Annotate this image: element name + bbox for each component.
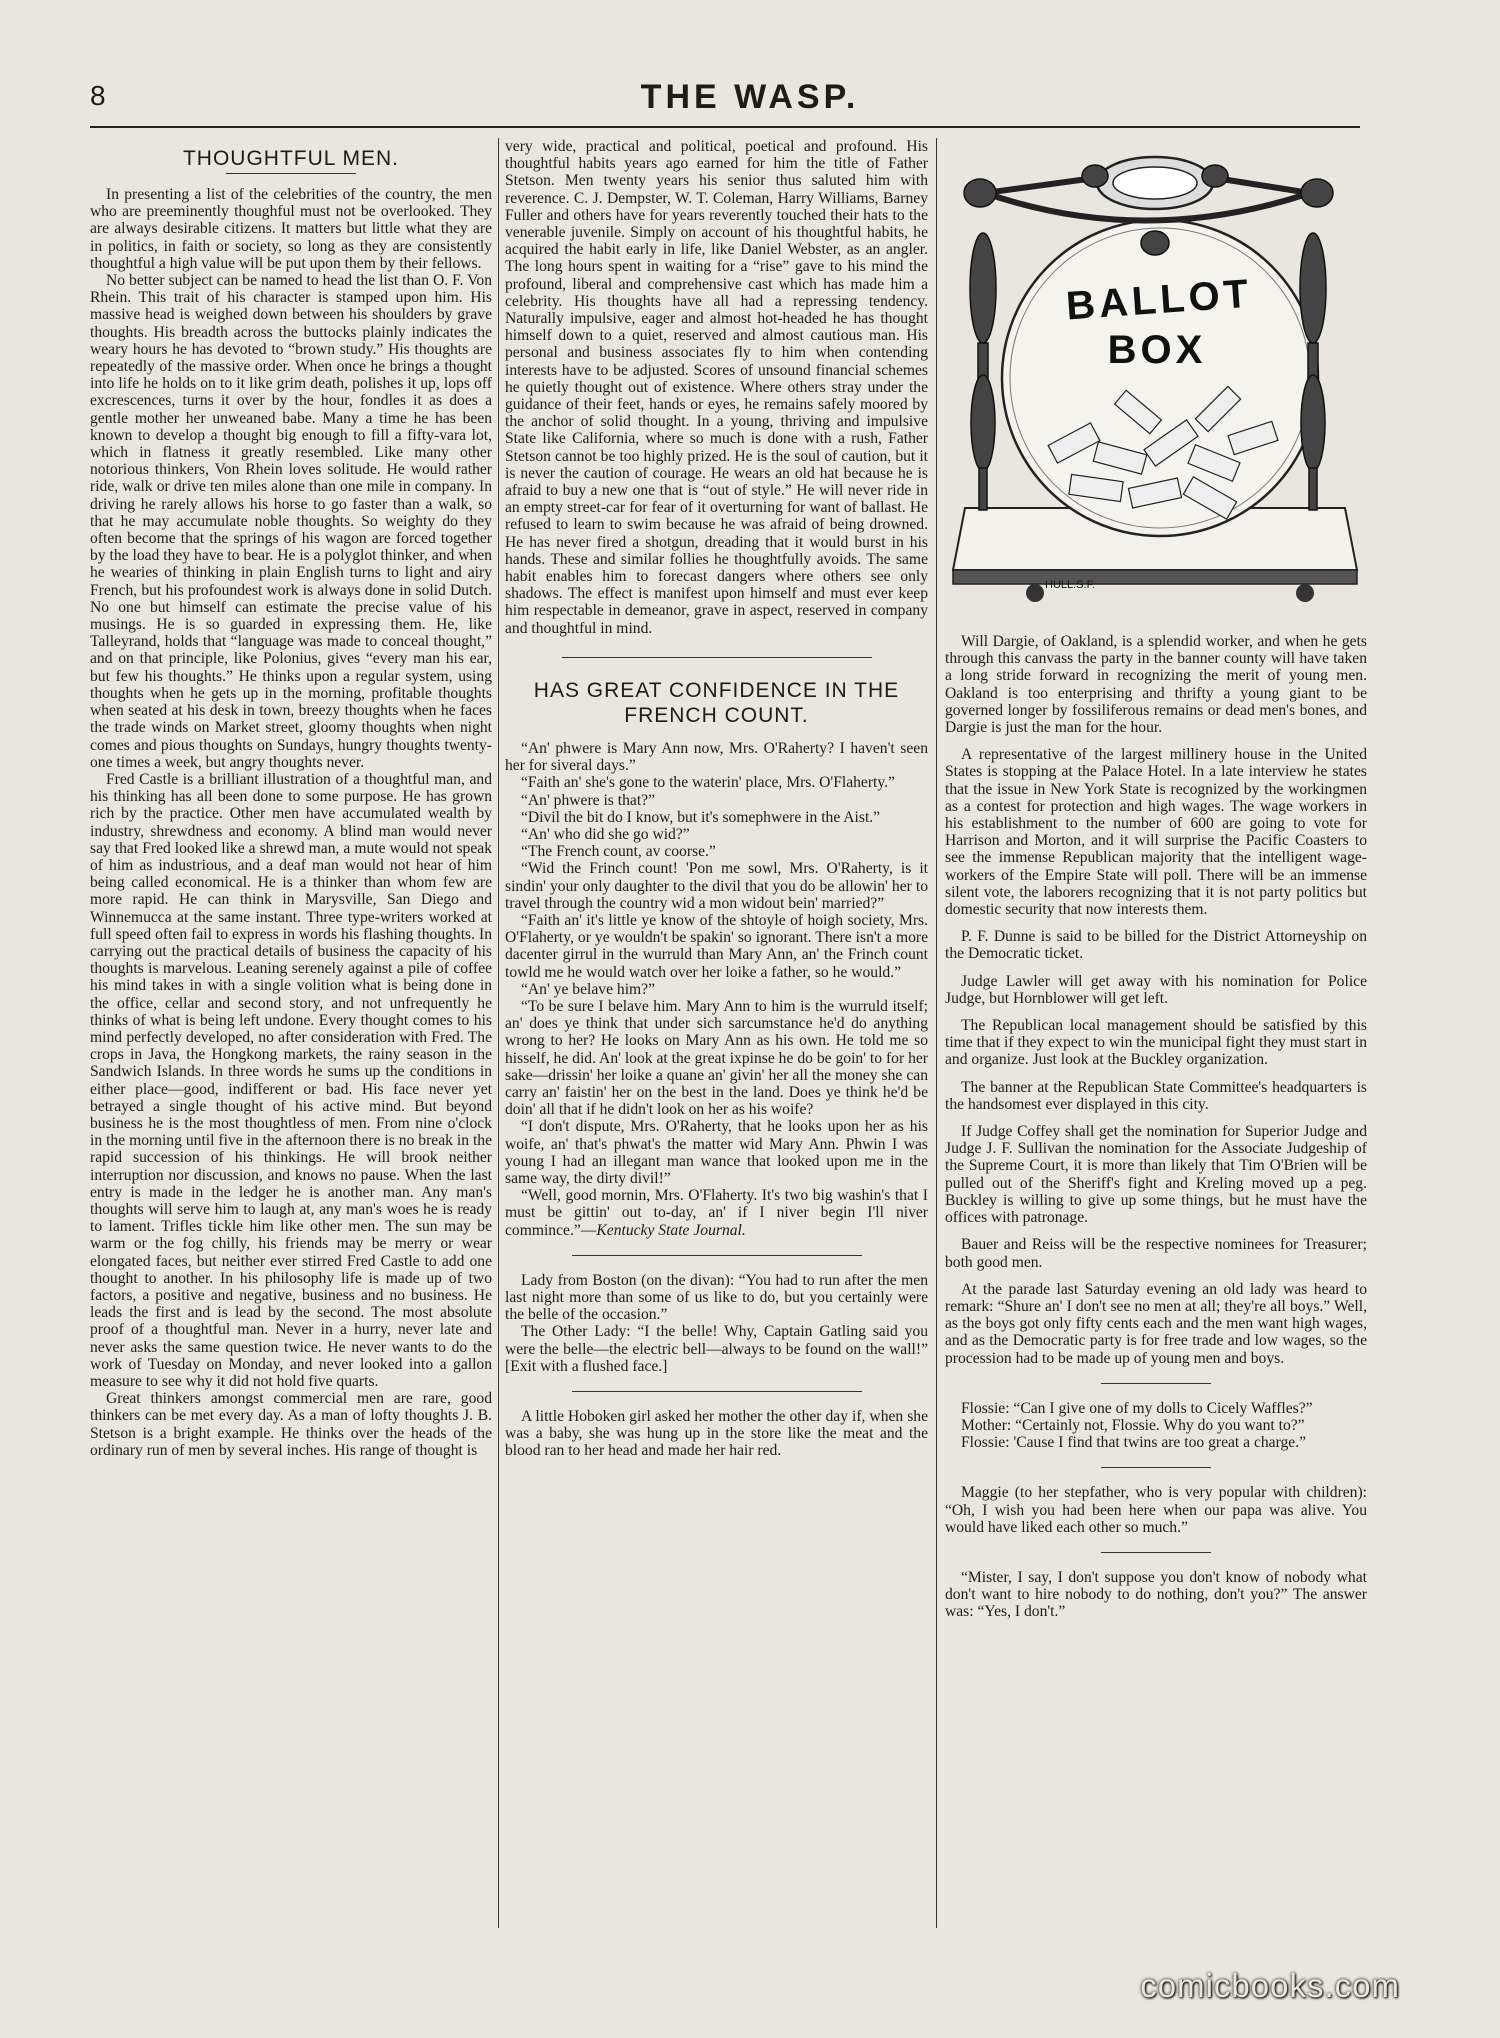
dialogue-line: “The French count, av coorse.” [521,843,716,861]
section-rule [572,1391,862,1392]
dialogue-line: “An' who did she go wid?” [521,825,690,843]
article-heading: HAS GREAT CONFIDENCE IN THE FRENCH COUNT. [533,678,900,727]
news-item: The banner at the Republican State Committee's headquarters is the handsomest ever displayed in this city. [945,1078,1367,1113]
news-item: A representative of the largest millinery house in the United States is stopping at the Palace Hotel. In a late interview he states that the issue in New York State is recognized by the workingmen as a contest for protection and high wages. The wage workers in his establishment to the number of 600 are going to vote for Harrison and Morton, and it will surprise the Pacific Coasters to see the immense Republican majority that the intelligent wage-workers of the Empire State will poll. There will be an immense silent vote, the laborers recognizing that it is not party politics but domestic security that now interests them. [945,746,1367,919]
section-rule [1101,1383,1211,1384]
section-rule [1101,1552,1211,1553]
news-item: Bauer and Reiss will be the respective nominees for Treasurer; both good men. [945,1236,1367,1271]
anecdote-paragraph: Lady from Boston (on the divan): “You had to run after the men last night more than some of us like to do, but you certainly were the belle of the occasion.” [505,1271,928,1324]
article-paragraph: No better subject can be named to head the list than O. F. Von Rhein. This trait of his character is stamped upon him. His massive head is weighed down between his shoulders by grave thoughts. His breadth across the buttocks plainly indicates the weary hours he has devoted to “brown study.” His thoughts are repeatedly of the massive order. When once he brings a thought into life he holds on to it like grim death, polishes it up, lops off excrescences, turns it over by the hour, fondles it as does a gentle mother her unweaned babe. Many a time he has been known to develop a thought big enough to fill a fifty-vara lot, which in flatness it greatly resembled. Like many other notorious thinkers, Von Rhein loves solitude. He would rather ride, walk or drive ten miles alone than one mile in company. In driving he rarely allows his horse to go faster than a walk, so that he may accumulate noble thoughts. So weighty do they often become that the springs of his wagon are forced together by the load they have to bear. He is a polyglot thinker, and when he wearies of thinking in plain English turns to light and airy French, but his profoundest work is always done in solid Dutch. No one but himself can estimate the precise value of his musings. He is so guarded in expressing them. He, like Talleyrand, holds that “language was made to conceal thought,” and on that principle, like Polonius, gives “every man his ear, but few his thoughts.” He thinks upon a regular system, using thoughts when he gets up in the morning, profitable thoughts when seated at his desk in town, breezy thoughts when he faces the trade winds on Market street, gloomy thoughts when night comes and pious thoughts on Sundays, hungry thoughts twenty-one times a week, but angry thoughts never. [90,272,492,771]
ballot-label: BALLOT [1064,271,1254,329]
section-rule [1101,1467,1211,1468]
box-label: BOX [1107,328,1207,372]
ballot-box-illustration [945,138,1365,623]
news-item: If Judge Coffey shall get the nomination for Superior Judge and Judge J. F. Sullivan the nomination for the Associate Judgeship of the Supreme Court, it is more than likely that Tim O'Brien will be pulled out of the Sheriff's fight and Kreling moved up a peg. Buckley is willing to give up some things, but he must have the offices with patronage. [945,1123,1367,1227]
article-paragraph: Great thinkers amongst commercial men are rare, good thinkers can be met every day. As a man of lofty thoughts J. B. Stetson is a bright example. He thinks over the heads of the ordinary run of men by several inches. His range of thought is [90,1390,492,1459]
article-paragraph: Fred Castle is a brilliant illustration of a thoughtful man, and his thinking has all been done to some purpose. He has grown rich by the practice. Other men have accumulated wealth by industry, shrewdness and economy. A blind man would never say that Fred looked like a shrewd man, a mute would not speak of him as industrious, and a deaf man would not hear of him being called economical. He is a thinker than whom few are more rapid. He can think in Marysville, San Diego and Winnemucca at the same instant. Three type-writers worked at full speed often fail to express in words his flashing thoughts. In carrying out the practical details of business the capacity of his thoughts is marvelous. Leaning serenely against a pile of coffee his mind takes in with a single volition what is being done in the office, cellar and second story, and not unfrequently he thinks of what is being left undone. Every thought comes to his mind perfectly developed, no after consideration with Fred. The crops in Java, the Hongkong markets, the rainy season in the Sandwich Islands. In three words he sums up the conditions in either place—good, indifferent or bad. His face never yet betrayed a single thought of his active mind. But beyond business he is the most thoughtless of men. From nine o'clock in the morning until five in the afternoon there is no break in the rapid succession of his thinkings. He will brook neither interruption nor discussion, and knows no pause. When the last entry is made in the ledger he is another man. Any man's thoughts will serve him to laugh at, any man's woes he is ready to lament. Trifles tickle him like other men. The sun may be warm or the fog chilly, his friends may be merry or wear elongated faces, but neither ever stirred Fred Castle to add one thought to another. In his philosophy life is made up of two factors, a positive and negative, business and no business. He leads the first and is lead by the second. The most absolute proof of a thoughtful man. Never in a hurry, never late and never asks the same question twice. He never wants to do the work of Tuesday on Monday, and never looked into a gallon measure to see why it did not hold five quarts. [90,770,492,1391]
news-item: The Republican local management should be satisfied by this time that if they expect to win the municipal fight they must start in and organize. Just look at the Buckley organization. [945,1017,1367,1069]
dialogue-text: “Well, good mornin, Mrs. O'Flaherty. It's two big washin's that I must be gittin' out to-day, an' if I niver begin I'll niver commince.”— [505,1187,928,1239]
column-1 [90,138,492,1928]
header-rule [90,126,1360,128]
anecdote-paragraph: Mother: “Certainly not, Flossie. Why do you want to?” [961,1416,1305,1434]
dialogue-line: “Faith an' it's little ye know of the shtoyle of hoigh society, Mrs. O'Flaherty, or ye wouldn't be spakin' so ignorant. There isn't a more dacenter girrul in the wurruld than Mary Ann, an' the Frinch count towld me he would watch over her loike a father, so he would.” [505,911,928,981]
news-item: Judge Lawler will get away with his nomination for Police Judge, but Hornblower will get left. [945,972,1367,1007]
anecdote-paragraph: Flossie: 'Cause I find that twins are too great a charge.” [961,1434,1307,1452]
artist-signature: HULL.S.F. [1045,579,1096,591]
dialogue-line: “Divil the bit do I know, but it's somephwere in the Aist.” [521,808,881,826]
anecdote-paragraph: A little Hoboken girl asked her mother the other day if, when she was a baby, she was hung up in the store like the meat and the blood ran to her head and made her hair red. [505,1408,928,1460]
heading-rule [226,173,356,174]
article-continuation: very wide, practical and political, poetical and profound. His thoughtful habits years ago earned for him the title of Father Stetson. Men twenty years his senior thus saluted him with reverence. C. J. Dempster, W. T. Coleman, Harry Williams, Barney Fuller and others have for years reverently touched their hats to the venerable juvenile. Simply on account of his thoughtful habits, he acquired the habit early in life, like Daniel Webster, as an angler. The long hours spent in waiting for a “rise” gave to his mind the profound, liberal and comprehensive cast which has made him a celebrity. His thoughts have all had a repressing tendency. Naturally impulsive, eager and almost hot-headed he has thought himself down to a quiet, reserved and almost cautious man. His personal and business associates fly to him when contending interests have to be adjusted. Scores of unsound financial schemes he quietly thought out of existence. Where others stray under the guidance of their feet, hands or eyes, he remains safely moored by the anchor of solid thought. In a young, thriving and impulsive State like California, where so much is done with a rush, Father Stetson cannot be too highly prized. He is the soul of caution, but it is never the caution of courage. He wears an old hat because he is afraid to buy a new one that is “out of style.” He will never ride in an empty street-car for fear of it overturning for want of ballast. He refused to learn to swim because he was afraid of being drowned. He has never fired a shotgun, dreading that it would burst in his hands. These and similar follies he thoughtfully avoids. The same habit enables him to forecast dangers where others see only shadows. The effect is manifest upon himself and must ever keep him respectable in demeanor, grave in aspect, reserved in company and thoughtful in mind. [505,138,928,637]
section-rule [562,657,872,658]
news-item: P. F. Dunne is said to be billed for the District Attorneyship on the Democratic ticket. [945,928,1367,963]
ballot-box-drawing [945,138,1365,623]
source-credit: Kentucky State Journal. [596,1221,746,1239]
article-paragraph: In presenting a list of the celebrities of the country, the men who are preeminently thoughful must not be overlooked. They are always desirable citizens. It matters but little what they are in politics, in faith or society, so long as they are consistently thoughtful a high value will be put upon them by their fellows. [90,186,492,272]
dialogue-line: “I don't dispute, Mrs. O'Raherty, that he looks upon her as his woife, an' that's phwat's the matter wid Mary Ann. Phwin I was young I had an illegant man wance that looked upon me in the same way, the dirty divil!” [505,1118,928,1187]
anecdote-paragraph: “Mister, I say, I don't suppose you don't know of nobody what don't want to hire nobody to do nothing, don't you?” The answer was: “Yes, I don't.” [945,1568,1367,1621]
column-3 [945,138,1367,1928]
masthead-title: THE WASP. [640,78,860,116]
site-watermark: comicbooks.com [1140,1967,1400,2004]
dialogue-line: “An' phwere is Mary Ann now, Mrs. O'Raherty? I haven't seen her for siveral days.” [505,739,928,775]
anecdote-paragraph: The Other Lady: “I the belle! Why, Captain Gatling said you were the belle—the electric bell—always to be found on the wall!” [Exit with a flushed face.] [505,1323,928,1375]
dialogue-line: “An' ye belave him?” [521,980,655,998]
article-heading: THOUGHTFUL MEN. [182,147,400,170]
anecdote-paragraph: Flossie: “Can I give one of my dolls to Cicely Waffles?” [961,1399,1313,1417]
column-2 [505,138,928,1928]
dialogue-line: “Faith an' she's gone to the waterin' place, Mrs. O'Flaherty.” [521,774,895,792]
dialogue-line: “Wid the Frinch count! 'Pon me sowl, Mrs. O'Raherty, is it sindin' your only daughter to the divil that you do be allowin' her to travel through the country wid a mon widout bein' married?” [505,860,928,912]
dialogue-line [505,1187,928,1239]
section-rule [572,1255,862,1256]
column-divider [936,138,937,1928]
dialogue-line: “To be sure I belave him. Mary Ann to him is the wurruld itself; an' does ye think that under sich sarcumstance he'd do anything wrong to her? He looks on Mary Ann as his own. He told me so hisself, he did. An' look at the great ixpinse he do be goin' to for her sake—drissin' her loike a quane an' givin' her all the money she can carry an' faistin' her on the best in the land. Does ye think he'd be doin' all that if he didn't look on her as his woife? [505,997,928,1119]
column-divider [498,138,499,1928]
news-item: Will Dargie, of Oakland, is a splendid worker, and when he gets through this canvass the party in the banner county will have taken a long stride forward in recognizing the merit of young men. Oakland is too enterprising and thrifty a young giant to be governed longer by fossiliferous remains or dead men's bones, and Dargie is just the man for the hour. [945,633,1367,737]
dialogue-line: “An' phwere is that?” [521,791,656,809]
page-number: 8 [90,80,106,111]
news-item: At the parade last Saturday evening an old lady was heard to remark: “Shure an' I don't see no men at all; they're all boys.” Well, as the boys got only fifty cents each and the men want high wages, and as the Democratic party is for free trade and low wages, so the procession had to be made up of young men and boys. [945,1280,1367,1367]
anecdote-paragraph: Maggie (to her stepfather, who is very popular with children): “Oh, I wish you had been here when our papa was alive. You would have liked each other so much.” [945,1484,1367,1536]
